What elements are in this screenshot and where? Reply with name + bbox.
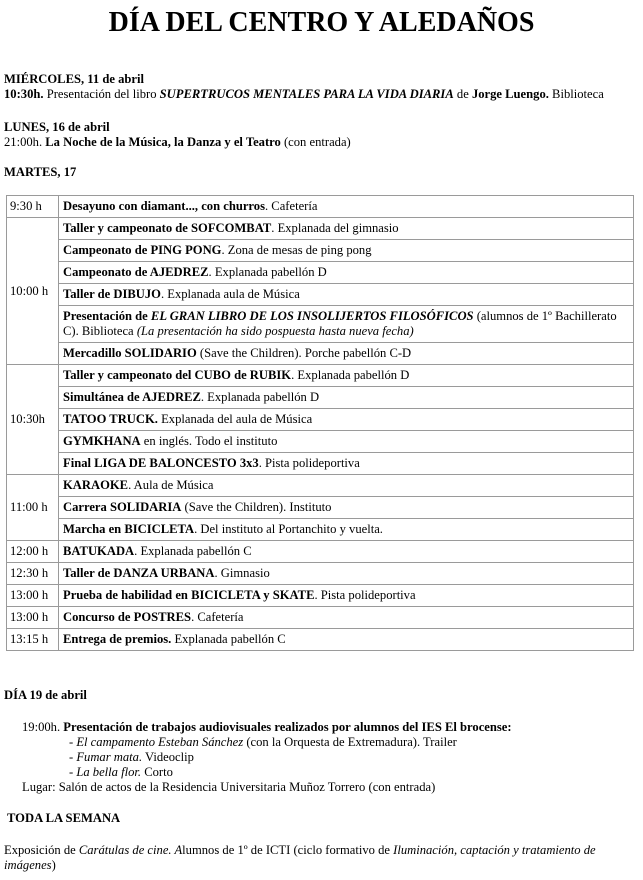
day19-event: 19:00h. Presentación de trabajos audiovisuales realizados por alumnos del IES El brocense: (22, 720, 512, 734)
schedule-activity (59, 343, 634, 365)
schedule-row (7, 343, 634, 365)
schedule-activity (59, 262, 634, 284)
schedule-activity (59, 240, 634, 262)
schedule-row (7, 387, 634, 409)
film-item: - El campamento Esteban Sánchez (con la Orquesta de Extremadura). Trailer (69, 735, 457, 749)
schedule-activity (59, 629, 634, 651)
activity-name: GYMKHANA (63, 434, 141, 448)
activity-name: Final LIGA DE BALONCESTO 3x3 (63, 456, 259, 470)
activity-place: (alumnos de 1º Bachillerato C). Biblioteca (63, 309, 617, 338)
activity-place: . Pista polideportiva (258, 456, 360, 470)
film-item: - La bella flor. Corto (69, 765, 173, 779)
activity-place: . Explanada pabellón C (134, 544, 252, 558)
activity-place: . Cafetería (191, 610, 244, 624)
schedule-time: 12:30 h (7, 563, 59, 585)
activity-name: Campeonato de AJEDREZ (63, 265, 209, 279)
activity-place: . Cafetería (265, 199, 318, 213)
schedule-row (7, 541, 634, 563)
book-title: SUPERTRUCOS MENTALES PARA LA VIDA DIARIA (159, 87, 454, 101)
activity-name: Prueba de habilidad en BICICLETA y SKATE (63, 588, 315, 602)
schedule-activity (59, 563, 634, 585)
activity-place: . Zona de mesas de ping pong (221, 243, 372, 257)
page-title: DÍA DEL CENTRO Y ALEDAÑOS (108, 7, 535, 38)
activity-place: Explanada del aula de Música (157, 412, 313, 426)
activity-name: Taller de DANZA URBANA (63, 566, 215, 580)
schedule-activity (59, 306, 634, 343)
schedule-row (7, 196, 634, 218)
schedule-row (7, 240, 634, 262)
postponed-note: (La presentación ha sido pospuesta hasta nueva fecha) (136, 324, 414, 338)
schedule-row (7, 453, 634, 475)
activity-name: Marcha en BICICLETA (63, 522, 195, 536)
day19-heading: DÍA 19 de abril (4, 688, 87, 702)
schedule-time: 10:00 h (7, 218, 59, 365)
schedule-row (7, 629, 634, 651)
schedule-row (7, 365, 634, 387)
schedule-activity (59, 365, 634, 387)
schedule-row (7, 585, 634, 607)
activity-place: (Save the Children). Instituto (181, 500, 332, 514)
activity-name: TATOO TRUCK. (63, 412, 158, 426)
schedule-activity (59, 453, 634, 475)
wednesday-section (4, 72, 637, 102)
schedule-row (7, 519, 634, 541)
activity-name: Taller y campeonato de SOFCOMBAT (63, 221, 272, 235)
book-title: EL GRAN LIBRO DE LOS INSOLIJERTOS FILOSÓFICOS (150, 309, 474, 323)
tuesday-schedule-table (6, 195, 634, 651)
schedule-row (7, 284, 634, 306)
schedule-time: 12:00 h (7, 541, 59, 563)
schedule-activity (59, 284, 634, 306)
activity-place: . Gimnasio (214, 566, 270, 580)
schedule-activity (59, 607, 634, 629)
activity-name: Entrega de premios. (63, 632, 172, 646)
day19-section (22, 720, 637, 795)
schedule-time: 9:30 h (7, 196, 59, 218)
schedule-activity (59, 585, 634, 607)
schedule-row (7, 607, 634, 629)
activity-place: . Explanada pabellón D (200, 390, 320, 404)
schedule-activity (59, 519, 634, 541)
activity-place: en inglés. Todo el instituto (140, 434, 278, 448)
film-item: - Fumar mata. Videoclip (69, 750, 194, 764)
wednesday-event: 10:30h. Presentación del libro SUPERTRUCOS MENTALES PARA LA VIDA DIARIA de Jorge Luengo. Biblioteca (4, 87, 604, 101)
schedule-activity (59, 475, 634, 497)
activity-place: . Pista polideportiva (314, 588, 416, 602)
activity-name: Carrera SOLIDARIA (63, 500, 182, 514)
schedule-activity (59, 387, 634, 409)
schedule-activity (59, 431, 634, 453)
activity-place: . Explanada aula de Música (160, 287, 300, 301)
activity-place: (Save the Children). Porche pabellón C-D (196, 346, 412, 360)
schedule-row (7, 262, 634, 284)
activity-name: BATUKADA (63, 544, 135, 558)
schedule-row (7, 563, 634, 585)
schedule-time: 10:30h (7, 365, 59, 475)
activity-place: . Explanada pabellón D (208, 265, 327, 279)
schedule-activity (59, 196, 634, 218)
schedule-row (7, 409, 634, 431)
schedule-activity (59, 497, 634, 519)
schedule-time: 11:00 h (7, 475, 59, 541)
activity-name: KARAOKE (63, 478, 129, 492)
activity-name: Taller y campeonato del CUBO de RUBIK (63, 368, 292, 382)
activity-place: Explanada pabellón C (171, 632, 286, 646)
activity-name: Presentación de (63, 309, 151, 323)
schedule-row (7, 218, 634, 240)
schedule-activity (59, 409, 634, 431)
activity-name: Simultánea de AJEDREZ (63, 390, 201, 404)
book-author: Jorge Luengo. (471, 87, 549, 101)
activity-name: Campeonato de PING PONG (63, 243, 222, 257)
monday-section (4, 120, 637, 150)
schedule-activity (59, 218, 634, 240)
monday-heading: LUNES, 16 de abril (4, 120, 110, 134)
tuesday-heading: MARTES, 17 (4, 165, 77, 179)
schedule-time: 13:15 h (7, 629, 59, 651)
schedule-row (7, 475, 634, 497)
schedule-time: 13:00 h (7, 607, 59, 629)
schedule-row (7, 497, 634, 519)
activity-place: . Del instituto al Portanchito y vuelta. (194, 522, 383, 536)
activity-name: Mercadillo SOLIDARIO (63, 346, 197, 360)
schedule-row (7, 306, 634, 343)
day19-place: Lugar: Salón de actos de la Residencia Universitaria Muñoz Torrero (con entrada) (22, 780, 436, 794)
activity-place: . Explanada del gimnasio (271, 221, 399, 235)
schedule-row (7, 431, 634, 453)
activity-place: . Explanada pabellón D (291, 368, 410, 382)
activity-place: . Aula de Música (128, 478, 214, 492)
schedule-time: 13:00 h (7, 585, 59, 607)
week-heading: TODA LA SEMANA (7, 811, 121, 825)
week-exhibition: Exposición de Carátulas de cine. Alumnos de 1º de ICTI (ciclo formativo de Iluminación, captación y tratamiento de imágenes) (4, 843, 596, 872)
monday-event: 21:00h. La Noche de la Música, la Danza y el Teatro (con entrada) (4, 135, 351, 149)
activity-name: Desayuno con diamant..., con churros (63, 199, 265, 213)
wednesday-heading: MIÉRCOLES, 11 de abril (4, 72, 144, 86)
schedule-activity (59, 541, 634, 563)
activity-name: Concurso de POSTRES (63, 610, 192, 624)
activity-name: Taller de DIBUJO (63, 287, 161, 301)
